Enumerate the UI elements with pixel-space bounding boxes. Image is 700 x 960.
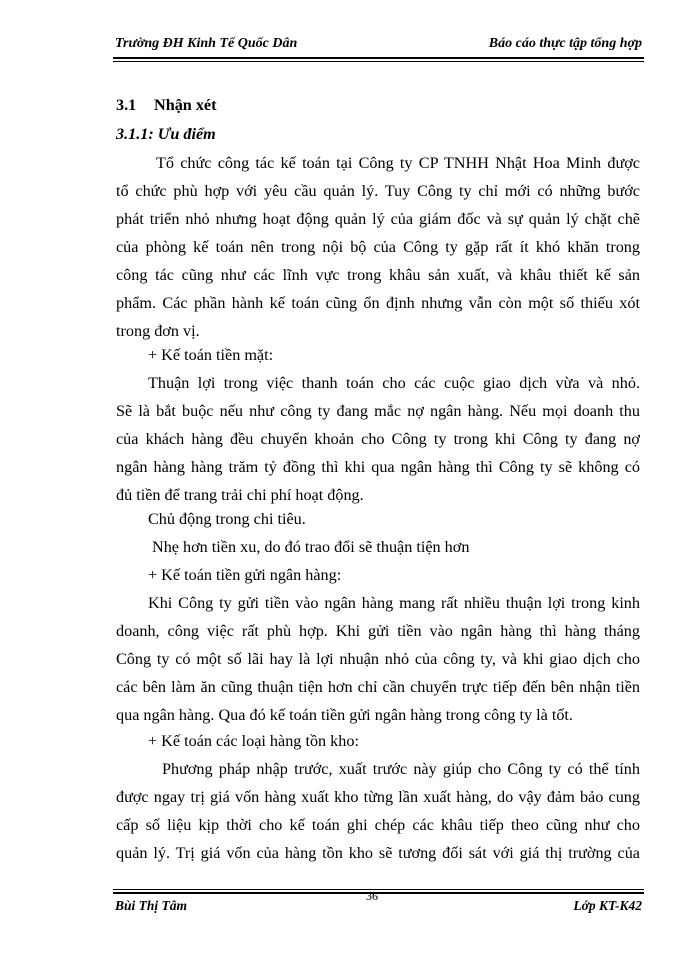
- footer-author: Bùi Thị Tâm: [115, 898, 188, 913]
- header-school: Trường ĐH Kinh Tế Quốc Dân: [115, 36, 298, 51]
- text-line: phẩm. Các phần hành kế toán cũng ổn định nhưng vẫn còn một số thiếu xót: [116, 294, 640, 312]
- page-header: [115, 34, 642, 56]
- text-line: Chủ động trong chi tiêu.: [148, 510, 306, 528]
- text-line: Tổ chức công tác kế toán tại Công ty CP TNHH Nhật Hoa Minh được: [156, 154, 640, 172]
- subsection-heading: 3.1.1: Ưu điểm: [116, 125, 216, 143]
- section-heading: [116, 96, 217, 115]
- footer-rule-thin: [113, 889, 644, 890]
- text-line: của khách hàng đều chuyển khoản cho Công ty trong khi Công ty đang nợ: [116, 430, 640, 448]
- text-line: của phòng kế toán nên trong nội bộ của Công ty gặp rất ít khó khăn trong: [116, 238, 640, 256]
- text-line: Sẽ là bắt buộc nếu như công ty đang mắc nợ ngân hàng. Nếu mọi doanh thu: [116, 402, 640, 420]
- text-line: Thuận lợi trong việc thanh toán cho các cuộc giao dịch vừa và nhỏ.: [148, 374, 640, 392]
- text-line: trong đơn vị.: [116, 322, 200, 340]
- page-footer: [115, 895, 642, 915]
- text-line: tổ chức phù hợp với yêu cầu quản lý. Tuy Công ty chỉ mới có những bước: [116, 182, 640, 200]
- page-number: 36: [366, 889, 378, 903]
- text-line: cấp số liệu kịp thời cho kế toán ghi chép các khâu tiếp theo cũng như cho: [116, 816, 640, 834]
- text-line: phát triển nhỏ nhưng hoạt động quản lý của giám đốc và sự quản lý chặt chẽ: [116, 210, 640, 228]
- header-report-title: Báo cáo thực tập tổng hợp: [488, 36, 642, 51]
- section-number: 3.1: [116, 96, 137, 114]
- header-rule-thin: [113, 61, 644, 62]
- text-line: qua ngân hàng. Qua đó kế toán tiền gửi ngân hàng trong công ty là tốt.: [116, 706, 573, 724]
- text-line: Nhẹ hơn tiền xu, do đó trao đổi sẽ thuận tiện hơn: [152, 538, 470, 556]
- bullet-heading: + Kế toán các loại hàng tồn kho:: [148, 732, 359, 750]
- text-line: ngân hàng hàng trăm tỷ đồng thì khi qua ngân hàng thì Công ty sẽ không có: [116, 458, 640, 476]
- text-line: Công ty có một số lãi hay là lợi nhuận nhỏ của công ty, và khi giao dịch cho: [116, 650, 640, 668]
- header-rule-thick: [113, 57, 644, 59]
- bullet-heading: + Kế toán tiền mặt:: [148, 346, 274, 364]
- text-line: đủ tiền để trang trải chi phí hoạt động.: [116, 486, 364, 504]
- section-title: Nhận xét: [154, 96, 217, 114]
- text-line: công tác cũng như các lĩnh vực trong khâu sản xuất, và khâu thiết kế sản: [116, 266, 640, 284]
- text-line: các bên làm ăn cũng thuận tiện hơn chỉ cần chuyển trực tiếp đến bên nhận tiền: [116, 678, 640, 696]
- text-line: Phương pháp nhập trước, xuất trước này giúp cho Công ty có thể tính: [162, 760, 640, 778]
- text-line: Khi Công ty gửi tiền vào ngân hàng mang rất nhiều thuận lợi trong kinh: [148, 594, 640, 612]
- footer-class: Lớp KT-K42: [573, 898, 642, 913]
- text-line: doanh, công việc rất phù hợp. Khi gửi tiền vào ngân hàng thì hàng tháng: [116, 622, 640, 640]
- footer-rule-thick: [113, 892, 644, 894]
- text-line: quản lý. Trị giá vốn của hàng tồn kho sẽ tương đối sát với giá thị trường của: [116, 844, 640, 862]
- text-line: được ngay trị giá vốn hàng xuất kho từng lần xuất hàng, do vậy đảm bảo cung: [116, 788, 640, 806]
- bullet-heading: + Kế toán tiền gửi ngân hàng:: [148, 566, 342, 584]
